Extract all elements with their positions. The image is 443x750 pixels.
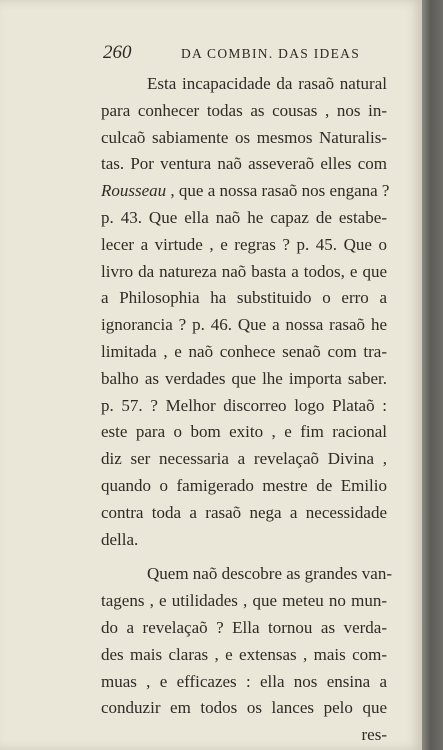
text-line: ignorancia ? p. 46. Que a nossa rasaõ he [101,315,387,335]
text-line: limitada , e naõ conhece senaõ com tra- [101,341,387,361]
text-line: livro da natureza naõ basta a todos, e que [101,261,387,281]
text-line: balho as verdades que lhe importa saber. [101,368,387,388]
text-line: des mais claras , e extensas , mais com- [101,644,387,664]
text-block [101,71,392,749]
text-line: para conhecer todas as cousas , nos in- [101,100,387,120]
author-name: Rousseau [101,181,167,201]
text-line: tagens , e utilidades , que meteu no mun- [101,591,387,611]
page-number: 260 [103,42,132,63]
text-line: Rousseau , que a nossa rasaõ nos engana ? [101,181,390,201]
text-line: p. 57. ? Melhor discorreo logo Plataõ : [101,395,387,415]
text-line: quando o famigerado mestre de Emilio [101,475,387,495]
text-line: do a revelaçaõ ? Ella tornou as verda- [101,617,387,637]
text-line: este para o bom exito , e fim racional [101,422,387,442]
text-line: p. 43. Que ella naõ he capaz de estabe- [101,207,387,227]
text-line: della. [101,529,139,549]
text-line: diz ser necessaria a revelaçaõ Divina , [101,449,387,469]
text-line: Quem naõ descobre as grandes van- [147,564,392,584]
text-line: muas , e efficazes : ella nos ensina a [101,671,387,691]
page-header [0,38,422,66]
book-gutter-edge [422,0,443,750]
text-line: culcaõ sabiamente os mesmos Naturalis- [101,127,387,147]
paragraph-gap [101,553,387,561]
catchword: res- [361,725,387,745]
text-line: Esta incapacidade da rasaõ natural [147,74,387,93]
text-line: conduzir em todos os lances pelo que [101,698,387,718]
text-line: lecer a virtude , e regras ? p. 45. Que o [101,234,387,254]
text-line: contra toda a rasaõ nega a necessidade [101,502,387,522]
text-line: a Philosophia ha substituido o erro a [101,288,387,308]
text-line: tas. Por ventura naõ asseveraõ elles com [101,154,387,174]
running-head: DA COMBIN. DAS IDEAS [181,46,361,61]
